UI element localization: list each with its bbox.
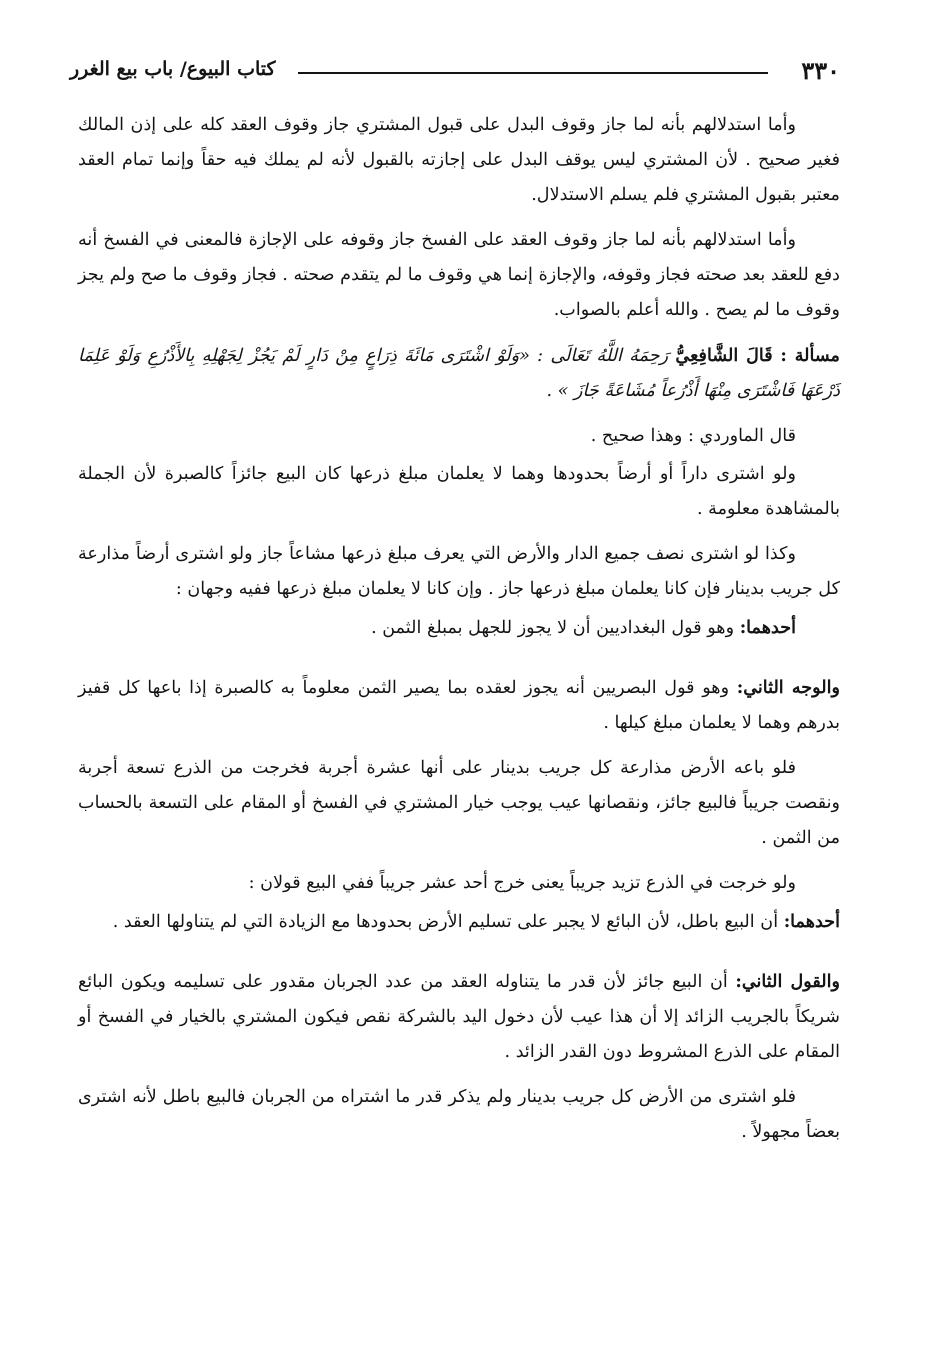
- paragraph: ولو خرجت في الذرع تزيد جريباً يعنى خرج أحد عشر جريباً ففي البيع قولان :: [248, 873, 796, 893]
- header-rule: [298, 72, 768, 74]
- paragraph: فلو باعه الأرض مذارعة كل جريب بدينار على أنها عشرة أجربة فخرجت من الذرع تسعة أجربة ونقصت جريباً فالبيع جائز، ونقصانها عيب يوجب خيار المشتري في الفسخ أو المقام على التسعة بالحساب من الثمن .: [78, 758, 840, 848]
- masala-paragraph: [78, 338, 840, 409]
- page-body: [78, 108, 840, 1160]
- chapter-title: كتاب البيوع/ باب بيع الغرر: [70, 58, 276, 80]
- paragraph: فلو اشترى من الأرض كل جريب بدينار ولم يذكر قدر ما اشتراه من الجربان فالبيع باطل لأنه اشترى بعضاً مجهولاً .: [78, 1087, 840, 1142]
- qawl-second-paragraph: [78, 964, 840, 1070]
- qawl-first-text: أن البيع باطل، لأن البائع لا يجبر على تسليم الأرض بحدودها مع الزيادة التي لم يتناولها العقد .: [112, 912, 784, 932]
- page-number: ٣٣٠: [801, 56, 840, 85]
- wajh-second-lead: والوجه الثاني:: [736, 677, 840, 698]
- wajh-second-paragraph: [78, 670, 840, 741]
- masala-text: رَحِمَهُ اللَّهُ تَعَالَى : «وَلَوْ اشْتَرَى مَائَةَ ذِرَاعٍ مِنْ دَارٍ لَمْ يَجُزْ لِجَهْلِهِ بِالأَذْرُعِ وَلَوْ عَلِمَا ذَرْعَهَا فَاشْتَرَى مِنْهَا أَذْرُعاً مُشَاعَةً جَازَ » .: [78, 346, 840, 401]
- qawl-first-lead: أحدهما:: [783, 911, 840, 932]
- masala-lead: مسألة : قَالَ الشَّافِعِيُّ: [675, 345, 840, 366]
- wajh-first-text: وهو قول البغداديين أن لا يجوز للجهل بمبلغ الثمن .: [371, 618, 740, 638]
- mawardi-paragraph: قال الماوردي : وهذا صحيح .: [590, 426, 796, 446]
- qawl-second-lead: والقول الثاني:: [735, 971, 840, 992]
- running-header: [70, 56, 840, 92]
- wajh-second-text: وهو قول البصريين أنه يجوز لعقده بما يصير الثمن معلوماً به كالصبرة إذا باعها كل قفيز بدرهم وهما لا يعلمان مبلغ كيلها .: [78, 678, 840, 733]
- paragraph: ولو اشترى داراً أو أرضاً بحدودها وهما لا يعلمان مبلغ ذرعها كان البيع جائزاً كالصبرة لأن الجملة بالمشاهدة معلومة .: [78, 464, 840, 519]
- paragraph: وأما استدلالهم بأنه لما جاز وقوف العقد على الفسخ جاز وقوفه على الإجازة فالمعنى في الفسخ أنه دفع للعقد بعد صحته فجاز وقوفه، والإجازة إنما هي وقوف ما لم يتقدم صحته . فجاز وقوف ما صح ولم يجز وقوف ما لم يصح . والله أعلم بالصواب.: [78, 230, 840, 320]
- qawl-second-text: أن البيع جائز لأن قدر ما يتناوله العقد من عدد الجربان مقدور على تسليمه ويكون البائع شريكاً بالجريب الزائد إلا أن هذا عيب لأن دخول اليد بالشركة نقص فيكون المشتري بالخيار في الفسخ أو المقام على الذرع المشروط دون القدر الزائد .: [78, 972, 840, 1062]
- wajh-first-paragraph: [78, 610, 840, 646]
- paragraph: وأما استدلالهم بأنه لما جاز وقوف البدل على قبول المشتري جاز وقوف العقد كله على إذن المالك فغير صحيح . لأن المشتري ليس يوقف البدل على إجازته بالقبول لأنه لم يملك فيه حقاً وإنما تمام العقد معتبر بقبول المشتري فلم يسلم الاستدلال.: [78, 115, 840, 205]
- paragraph: وكذا لو اشترى نصف جميع الدار والأرض التي يعرف مبلغ ذرعها مشاعاً جاز ولو اشترى أرضاً مذارعة كل جريب بدينار فإن كانا يعلمان مبلغ ذرعها جاز . وإن كانا لا يعلمان مبلغ ذرعها ففيه وجهان :: [78, 544, 840, 599]
- wajh-first-lead: أحدهما:: [739, 617, 796, 638]
- qawl-first-paragraph: [78, 904, 840, 940]
